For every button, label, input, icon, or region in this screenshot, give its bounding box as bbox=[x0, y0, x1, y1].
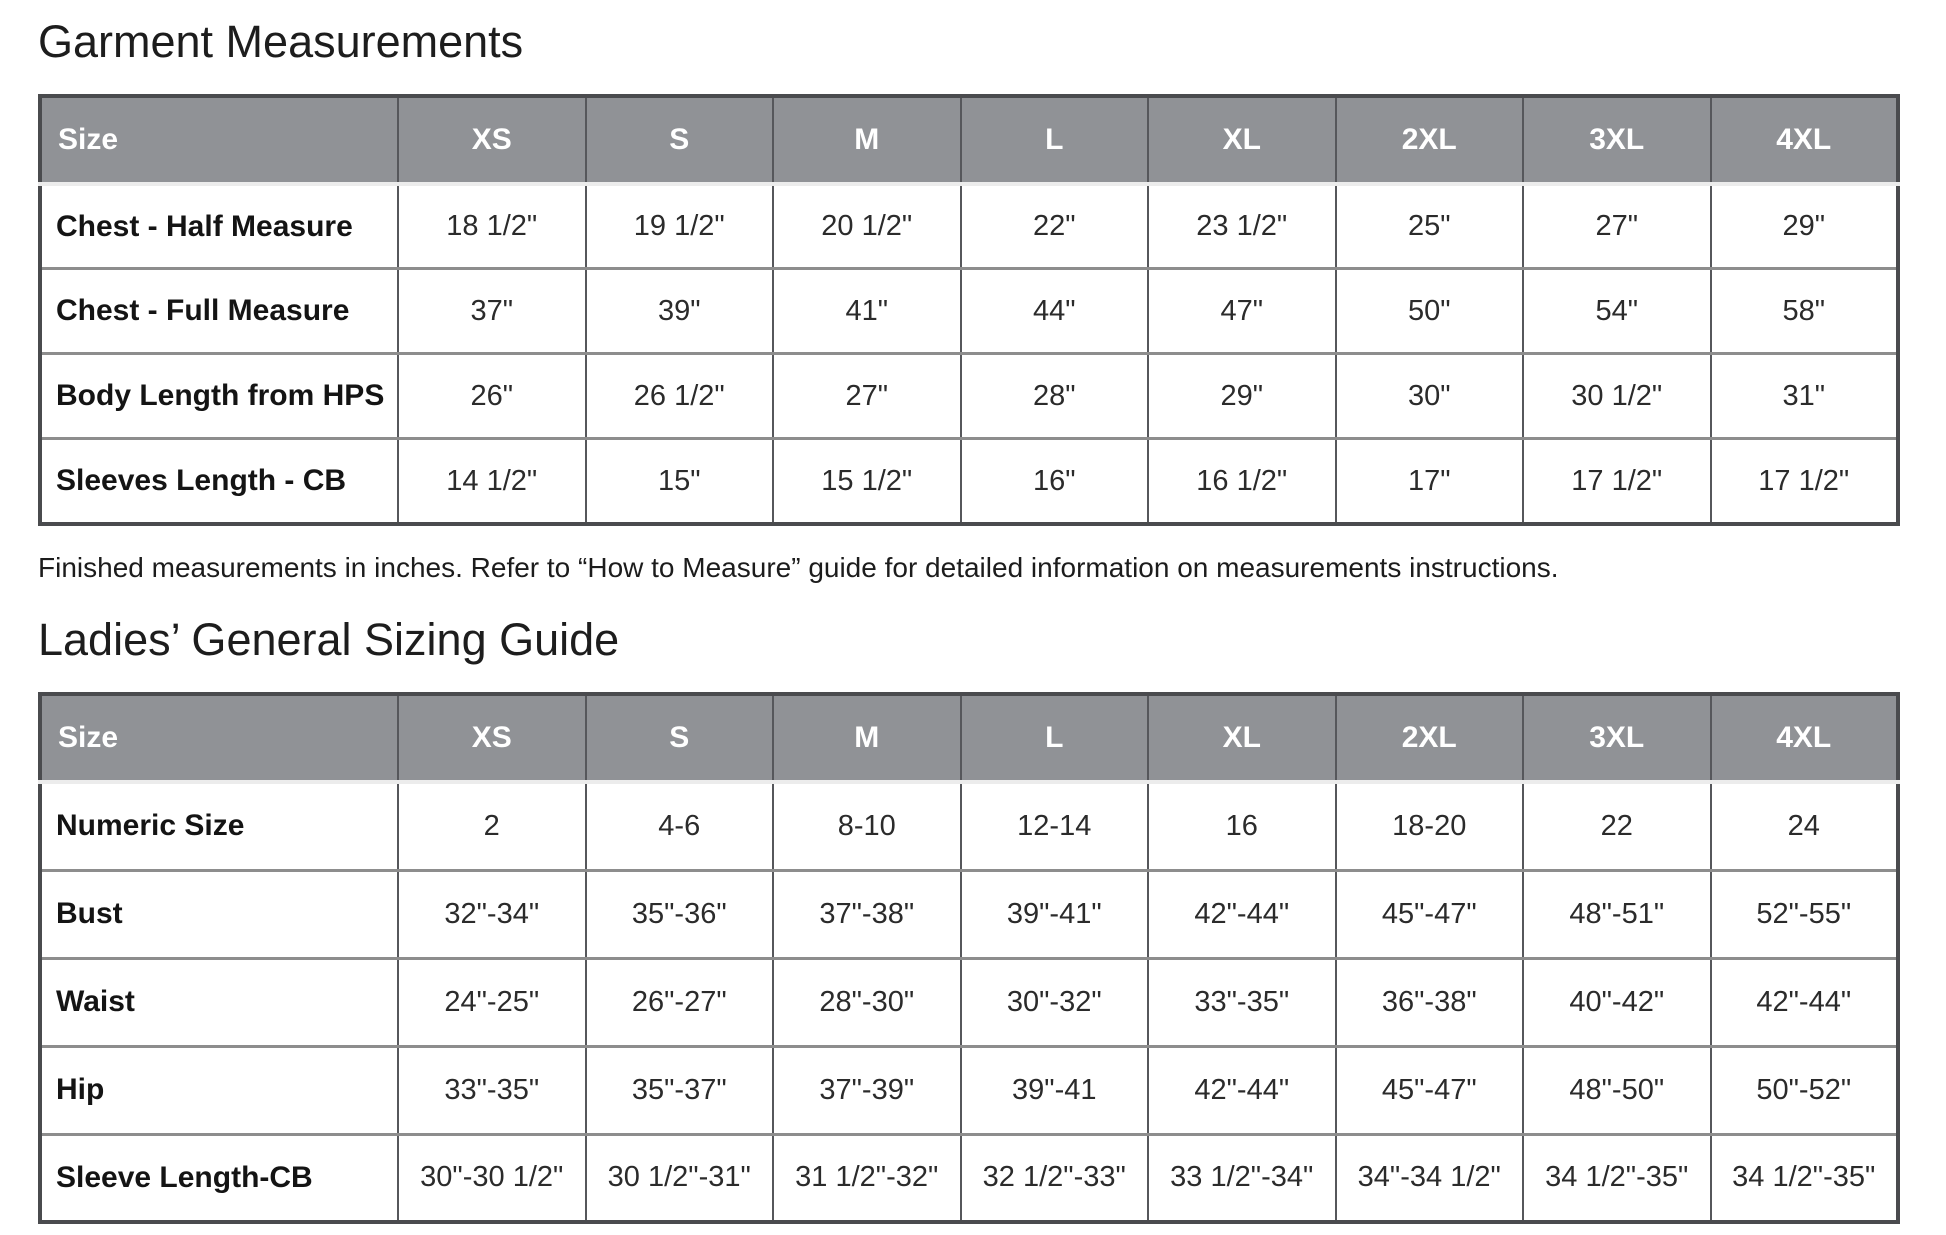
measurement-cell: 27" bbox=[773, 354, 961, 439]
measurement-cell: 30"-30 1/2" bbox=[398, 1134, 586, 1222]
column-header-size: Size bbox=[40, 694, 398, 782]
measurement-cell: 33 1/2"-34" bbox=[1148, 1134, 1336, 1222]
measurement-cell: 52"-55" bbox=[1711, 870, 1899, 958]
measurement-cell: 18 1/2" bbox=[398, 184, 586, 269]
row-label: Chest - Full Measure bbox=[40, 269, 398, 354]
measurement-cell: 48"-51" bbox=[1523, 870, 1711, 958]
column-header-3xl: 3XL bbox=[1523, 96, 1711, 184]
measurement-cell: 30"-32" bbox=[961, 958, 1149, 1046]
column-header-l: L bbox=[961, 694, 1149, 782]
table-row bbox=[40, 958, 1898, 1046]
measurement-cell: 24 bbox=[1711, 782, 1899, 870]
measurement-cell: 30 1/2"-31" bbox=[586, 1134, 774, 1222]
measurement-cell: 2 bbox=[398, 782, 586, 870]
measurement-cell: 30 1/2" bbox=[1523, 354, 1711, 439]
measurement-cell: 40"-42" bbox=[1523, 958, 1711, 1046]
header-row bbox=[40, 96, 1898, 184]
measurement-cell: 32"-34" bbox=[398, 870, 586, 958]
measurement-cell: 25" bbox=[1336, 184, 1524, 269]
measurement-cell: 39"-41" bbox=[961, 870, 1149, 958]
ladies-sizing-title: Ladies’ General Sizing Guide bbox=[38, 614, 620, 666]
column-header-2xl: 2XL bbox=[1336, 96, 1524, 184]
table-row bbox=[40, 1046, 1898, 1134]
measurement-cell: 50" bbox=[1336, 269, 1524, 354]
measurement-cell: 22" bbox=[961, 184, 1149, 269]
measurement-cell: 4-6 bbox=[586, 782, 774, 870]
measurement-cell: 42"-44" bbox=[1148, 870, 1336, 958]
column-header-xl: XL bbox=[1148, 96, 1336, 184]
measurement-cell: 33"-35" bbox=[398, 1046, 586, 1134]
table-row bbox=[40, 782, 1898, 870]
measurement-cell: 35"-37" bbox=[586, 1046, 774, 1134]
column-header-m: M bbox=[773, 96, 961, 184]
measurement-cell: 31" bbox=[1711, 354, 1899, 439]
measurement-cell: 26 1/2" bbox=[586, 354, 774, 439]
measurement-cell: 41" bbox=[773, 269, 961, 354]
measurement-cell: 44" bbox=[961, 269, 1149, 354]
measurement-cell: 32 1/2"-33" bbox=[961, 1134, 1149, 1222]
measurement-cell: 15 1/2" bbox=[773, 439, 961, 524]
row-label: Body Length from HPS bbox=[40, 354, 398, 439]
measurement-cell: 28"-30" bbox=[773, 958, 961, 1046]
measurement-cell: 31 1/2"-32" bbox=[773, 1134, 961, 1222]
row-label: Sleeve Length-CB bbox=[40, 1134, 398, 1222]
measurement-cell: 29" bbox=[1711, 184, 1899, 269]
measurement-cell: 27" bbox=[1523, 184, 1711, 269]
measurement-cell: 8-10 bbox=[773, 782, 961, 870]
column-header-xl: XL bbox=[1148, 694, 1336, 782]
measurement-cell: 16 bbox=[1148, 782, 1336, 870]
row-label: Numeric Size bbox=[40, 782, 398, 870]
measurement-cell: 26" bbox=[398, 354, 586, 439]
column-header-m: M bbox=[773, 694, 961, 782]
table-row bbox=[40, 870, 1898, 958]
header-row bbox=[40, 694, 1898, 782]
table-row bbox=[40, 1134, 1898, 1222]
measurement-cell: 48"-50" bbox=[1523, 1046, 1711, 1134]
column-header-size: Size bbox=[40, 96, 398, 184]
column-header-4xl: 4XL bbox=[1711, 694, 1899, 782]
measurement-cell: 17 1/2" bbox=[1523, 439, 1711, 524]
measurement-cell: 14 1/2" bbox=[398, 439, 586, 524]
measurement-cell: 37"-38" bbox=[773, 870, 961, 958]
measurement-cell: 36"-38" bbox=[1336, 958, 1524, 1046]
row-label: Waist bbox=[40, 958, 398, 1046]
measurement-cell: 16 1/2" bbox=[1148, 439, 1336, 524]
measurement-cell: 37"-39" bbox=[773, 1046, 961, 1134]
measurement-cell: 17 1/2" bbox=[1711, 439, 1899, 524]
table-row bbox=[40, 269, 1898, 354]
measurement-cell: 34 1/2"-35" bbox=[1523, 1134, 1711, 1222]
measurement-cell: 22 bbox=[1523, 782, 1711, 870]
measurement-cell: 45"-47" bbox=[1336, 870, 1524, 958]
table-row bbox=[40, 354, 1898, 439]
measurement-cell: 50"-52" bbox=[1711, 1046, 1899, 1134]
measurement-cell: 28" bbox=[961, 354, 1149, 439]
measurement-cell: 24"-25" bbox=[398, 958, 586, 1046]
measurement-cell: 17" bbox=[1336, 439, 1524, 524]
column-header-s: S bbox=[586, 96, 774, 184]
measurement-cell: 35"-36" bbox=[586, 870, 774, 958]
measurement-cell: 34"-34 1/2" bbox=[1336, 1134, 1524, 1222]
column-header-2xl: 2XL bbox=[1336, 694, 1524, 782]
measurement-cell: 54" bbox=[1523, 269, 1711, 354]
measurement-cell: 20 1/2" bbox=[773, 184, 961, 269]
measurement-cell: 42"-44" bbox=[1711, 958, 1899, 1046]
row-label: Hip bbox=[40, 1046, 398, 1134]
garment-measurements-title: Garment Measurements bbox=[38, 16, 524, 67]
measurement-cell: 39" bbox=[586, 269, 774, 354]
measurement-cell: 18-20 bbox=[1336, 782, 1524, 870]
measurement-cell: 47" bbox=[1148, 269, 1336, 354]
measurement-cell: 23 1/2" bbox=[1148, 184, 1336, 269]
row-label: Chest - Half Measure bbox=[40, 184, 398, 269]
measurement-cell: 58" bbox=[1711, 269, 1899, 354]
measurement-cell: 37" bbox=[398, 269, 586, 354]
column-header-xs: XS bbox=[398, 96, 586, 184]
measurement-cell: 15" bbox=[586, 439, 774, 524]
measurement-cell: 12-14 bbox=[961, 782, 1149, 870]
measurement-cell: 34 1/2"-35" bbox=[1711, 1134, 1899, 1222]
row-label: Bust bbox=[40, 870, 398, 958]
table-row bbox=[40, 184, 1898, 269]
measurement-cell: 30" bbox=[1336, 354, 1524, 439]
column-header-l: L bbox=[961, 96, 1149, 184]
column-header-xs: XS bbox=[398, 694, 586, 782]
garment-measurements-table bbox=[38, 94, 1900, 526]
ladies-sizing-table bbox=[38, 692, 1900, 1224]
measurement-cell: 42"-44" bbox=[1148, 1046, 1336, 1134]
measurement-cell: 39"-41 bbox=[961, 1046, 1149, 1134]
measurements-footnote: Finished measurements in inches. Refer to “How to Measure” guide for detailed information on measurements instructions. bbox=[38, 551, 1559, 583]
column-header-3xl: 3XL bbox=[1523, 694, 1711, 782]
measurement-cell: 45"-47" bbox=[1336, 1046, 1524, 1134]
table-row bbox=[40, 439, 1898, 524]
row-label: Sleeves Length - CB bbox=[40, 439, 398, 524]
measurement-cell: 33"-35" bbox=[1148, 958, 1336, 1046]
column-header-s: S bbox=[586, 694, 774, 782]
column-header-4xl: 4XL bbox=[1711, 96, 1899, 184]
measurement-cell: 26"-27" bbox=[586, 958, 774, 1046]
measurement-cell: 16" bbox=[961, 439, 1149, 524]
measurement-cell: 29" bbox=[1148, 354, 1336, 439]
measurement-cell: 19 1/2" bbox=[586, 184, 774, 269]
